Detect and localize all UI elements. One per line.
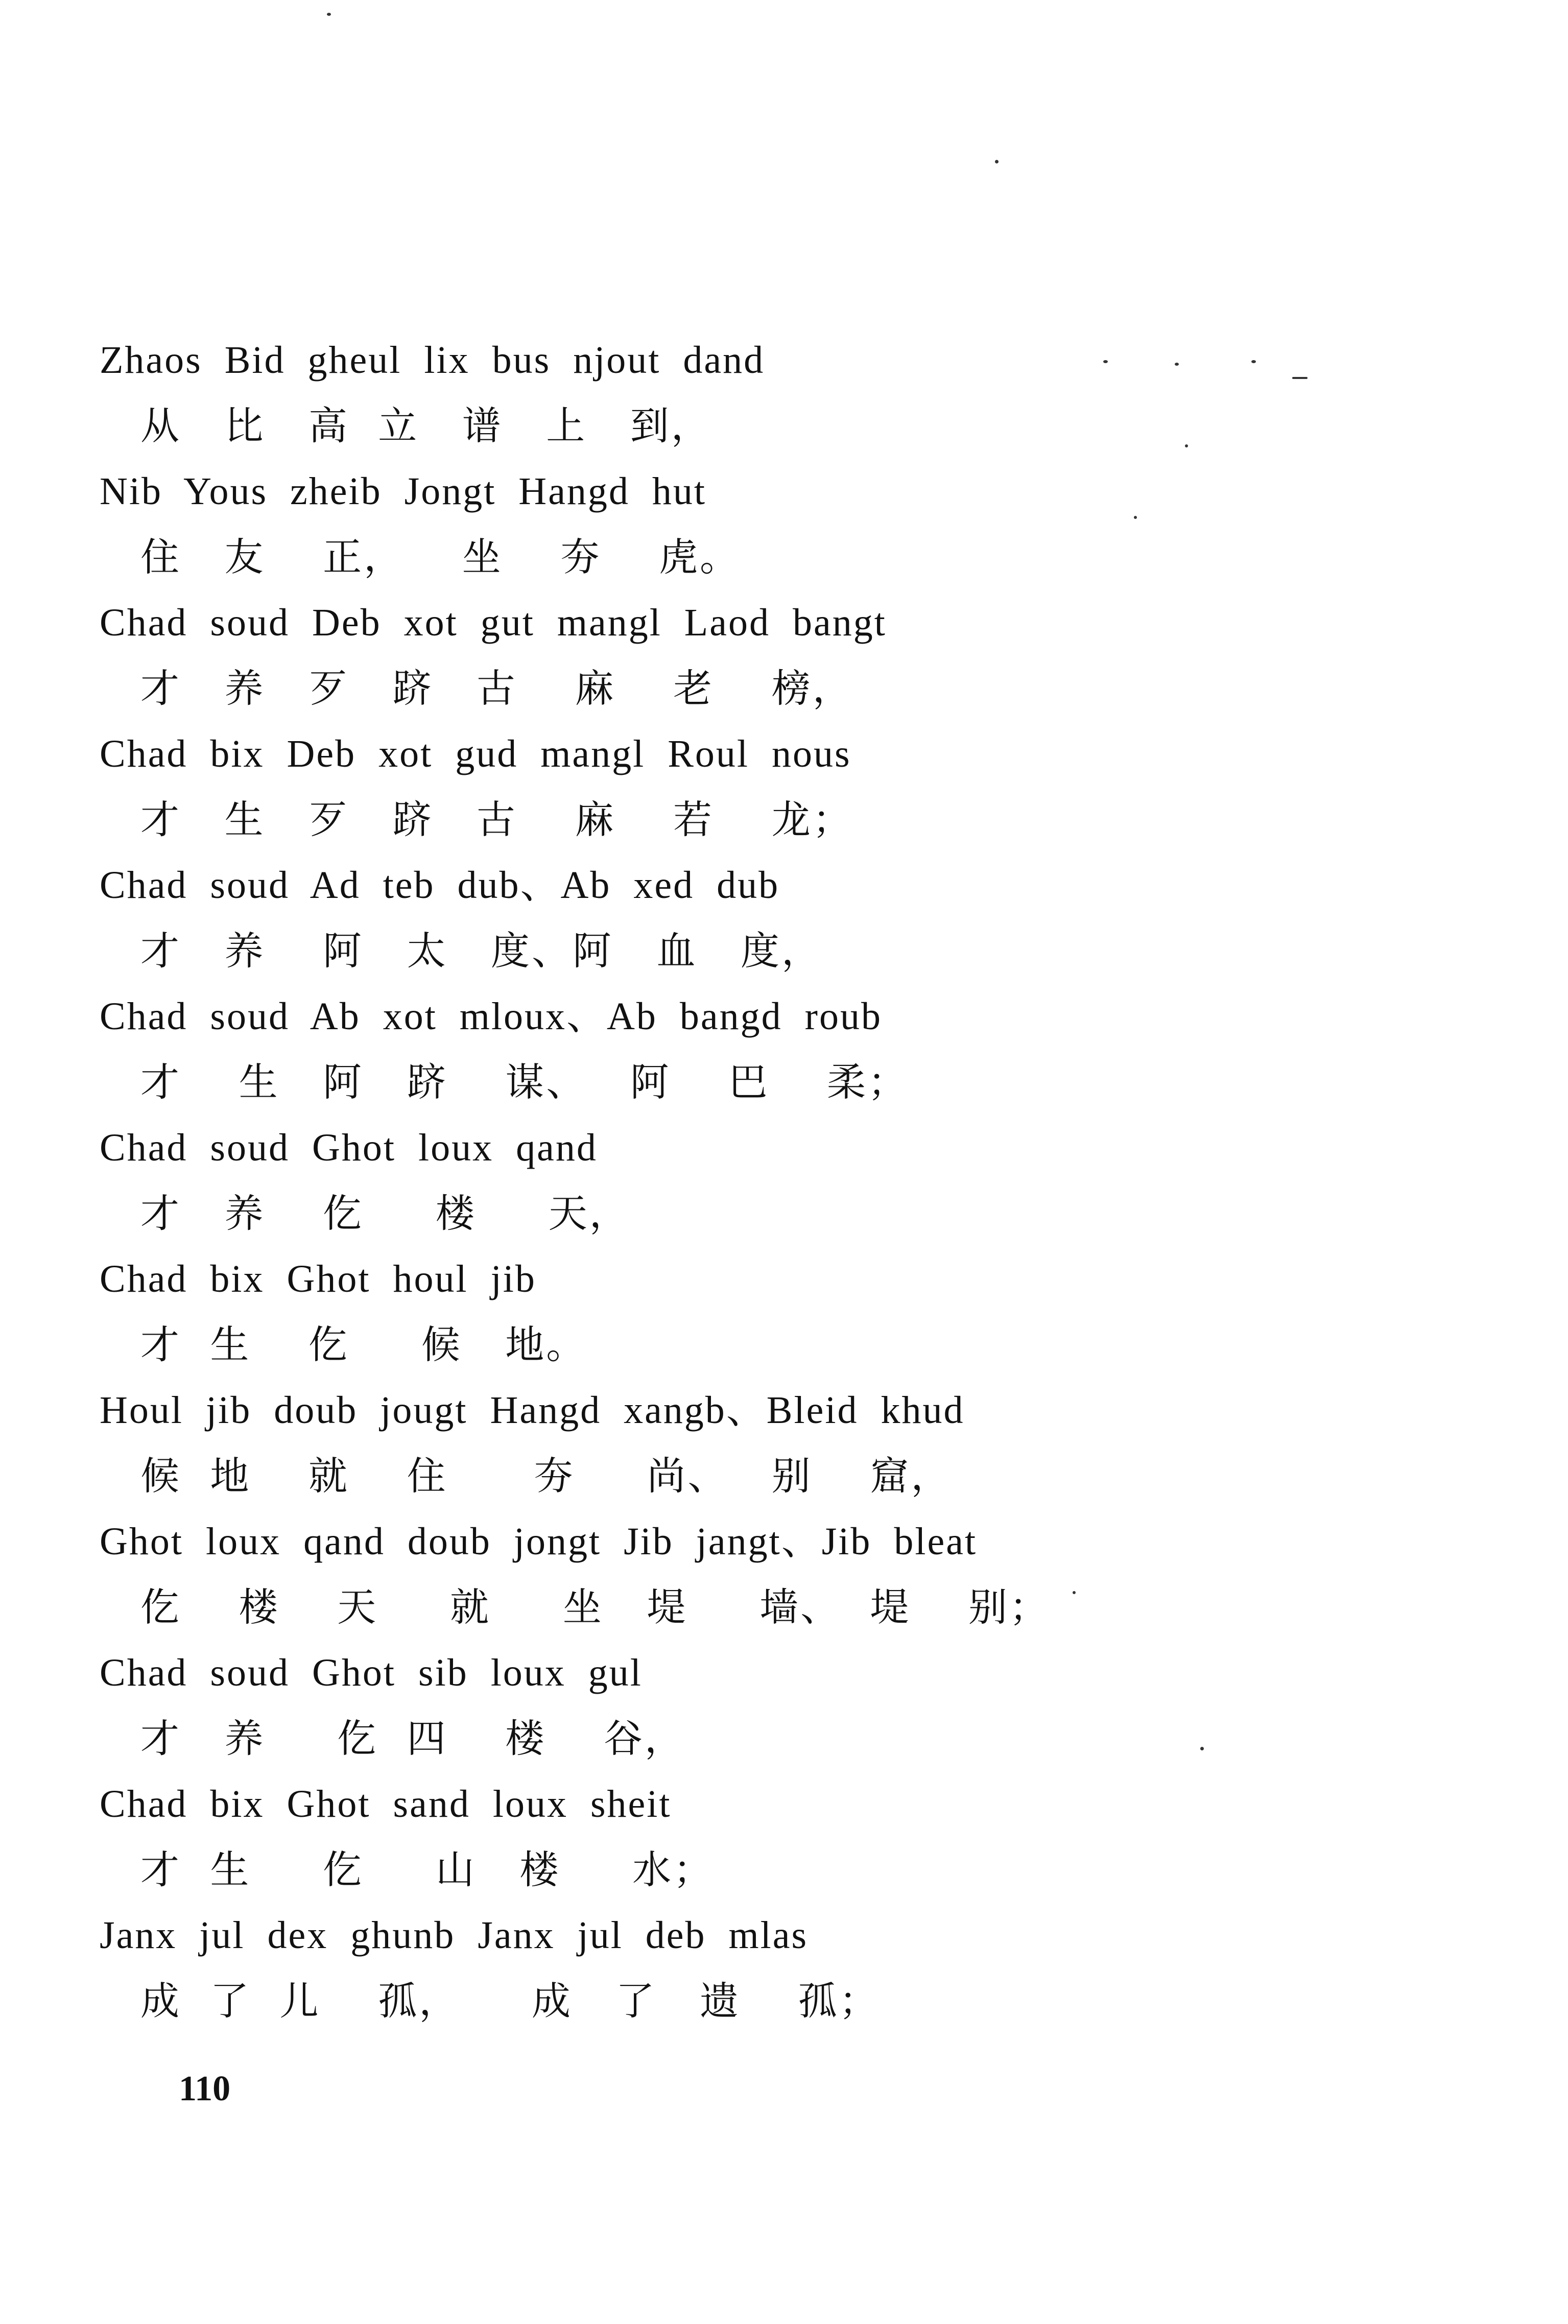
- verse-line-chinese: 才 生 歹 跻 古 麻 若 龙；: [140, 797, 853, 842]
- verse-line-chinese: 才 养 仡 楼 天，: [140, 1191, 630, 1236]
- verse-line-chinese: 才 养 歹 跻 古 麻 老 榜，: [140, 666, 853, 711]
- verse-line: Chad soud Ghot sib loux gul: [100, 1651, 643, 1694]
- scan-speck: [327, 13, 331, 16]
- page-number: 110: [179, 2069, 231, 2108]
- scan-speck: [1251, 360, 1256, 363]
- scan-speck: [1185, 444, 1188, 447]
- verse-line: Chad bix Deb xot gud mangl Roul nous: [100, 732, 851, 775]
- verse-line-chinese: 仡 楼 天 就 坐 堤 墙、 堤 别；: [140, 1584, 1051, 1630]
- verse-line: Janx jul dex ghunb Janx jul deb mlas: [100, 1914, 809, 1957]
- verse-line: Houl jib doub jougt Hangd xangb、Bleid khud: [100, 1389, 965, 1432]
- scan-speck: [1134, 516, 1137, 519]
- scan-speck: [995, 160, 999, 163]
- verse-line: Chad soud Deb xot gut mangl Laod bangt: [100, 601, 887, 644]
- scan-speck: [1073, 1591, 1076, 1594]
- verse-line: Nib Yous zheib Jongt Hangd hut: [100, 470, 707, 513]
- verse-line-chinese: 成 了 儿 孤， 成 了 遗 孤；: [140, 1978, 880, 2024]
- scan-speck: [1175, 363, 1179, 366]
- verse-line-chinese: 才 生 仡 山 楼 水；: [140, 1847, 715, 1892]
- scan-speck: [1103, 360, 1108, 363]
- verse-line: Ghot loux qand doub jongt Jib jangt、Jib bleat: [100, 1520, 978, 1563]
- scan-speck: [1200, 1747, 1204, 1750]
- verse-line-chinese: 才 养 阿 太 度、阿 血 度，: [140, 928, 823, 974]
- verse-line: Chad soud Ghot loux qand: [100, 1126, 598, 1169]
- scan-speck: [1292, 377, 1308, 379]
- verse-text: [100, 327, 1376, 2033]
- verse-line: Chad bix Ghot sand loux sheit: [100, 1783, 672, 1825]
- verse-line: Zhaos Bid gheul lix bus njout dand: [100, 339, 765, 382]
- verse-line-chinese: 从 比 高 立 谱 上 到，: [140, 403, 712, 448]
- verse-line: Chad bix Ghot houl jib: [100, 1258, 536, 1300]
- verse-line-chinese: 住 友 正， 坐 夯 虎。: [140, 534, 741, 580]
- verse-line-chinese: 候 地 就 住 夯 尚、 别 窟，: [140, 1453, 952, 1499]
- verse-line-chinese: 才 生 仡 候 地。: [140, 1322, 587, 1367]
- verse-line-chinese: 才 养 仡 四 楼 谷，: [140, 1716, 685, 1761]
- verse-line: Chad soud Ad teb dub、Ab xed dub: [100, 864, 780, 907]
- verse-line-chinese: 才 生 阿 跻 谋、 阿 巴 柔；: [140, 1059, 909, 1105]
- verse-line: Chad soud Ab xot mloux、Ab bangd roub: [100, 995, 882, 1038]
